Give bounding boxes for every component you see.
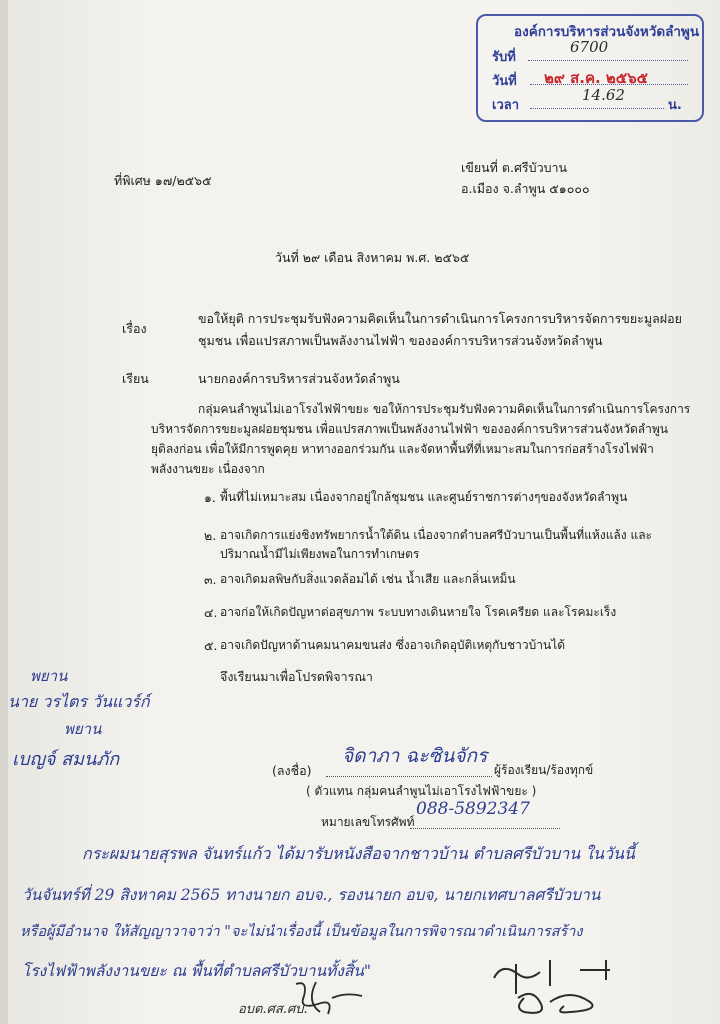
reason-1-number: ๑. [204, 490, 216, 505]
phone-label: หมายเลขโทรศัพท์ [321, 815, 415, 829]
reason-3-number: ๓. [204, 572, 217, 587]
phone-value: 088-5892347 [416, 799, 530, 819]
note-line-4: โรงไฟฟ้าพลังงานขยะ ณ พื้นที่ตำบลศรีบัวบานทั้งสิ้น" [22, 962, 372, 980]
sign-open: (ลงชื่อ) [272, 763, 312, 778]
recipient-value: นายกองค์การบริหารส่วนจังหวัดลำพูน [198, 371, 400, 386]
stamp-time-value: 14.62 [582, 86, 625, 104]
witness-2-label: พยาน [64, 720, 102, 738]
sender-address-line1: เขียนที่ ต.ศรีบัวบาน [461, 160, 568, 175]
stamp-org: องค์การบริหารส่วนจังหวัดลำพูน [514, 24, 700, 40]
sender-address-line2: อ.เมือง จ.ลำพูน ๕๑๐๐๐ [461, 181, 590, 196]
body-line1: กลุ่มคนลำพูนไม่เอาโรงไฟฟ้าขยะ ขอให้การประชุมรับฟังความคิดเห็นในการดำเนินการโครงการ [198, 402, 691, 416]
complainant-signature: จิดาภา ฉะซินจักร [342, 745, 488, 767]
reason-2-text-cont: ปริมาณน้ำมีไม่เพียงพอในการทำเกษตร [220, 547, 420, 561]
stamp-date-value: ๒๙ ส.ค. ๒๕๖๕ [544, 69, 649, 87]
reason-4-number: ๔. [204, 605, 218, 620]
body-line3: ยุติลงก่อน เพื่อให้มีการพูดคุย หาทางออกร่วมกัน และจัดหาพื้นที่ที่เหมาะสมในการก่อสร้างโรงไฟฟ้า [151, 442, 654, 456]
stamp-receive-label: รับที่ [492, 50, 516, 65]
reason-5-number: ๕. [204, 638, 218, 653]
reason-2-text: อาจเกิดการแย่งชิงทรัพยากรน้ำใต้ดิน เนื่องจากตำบลศรีบัวบานเป็นพื้นที่แห้งแล้ง และ [220, 528, 652, 542]
reason-1-text: พื้นที่ไม่เหมาะสม เนื่องจากอยู่ใกล้ชุมชน และศูนย์ราชการต่างๆของจังหวัดลำพูน [220, 490, 628, 504]
witness-1-name: นาย วรไตร วันแวร์ก์ [8, 692, 150, 711]
reason-5-text: อาจเกิดปัญหาด้านคมนาคมขนส่ง ซึ่งอาจเกิดอุบัติเหตุกับชาวบ้านได้ [220, 638, 566, 652]
note-line-2: วันจันทร์ที่ 29 สิงหาคม 2565 ทางนายก อบจ., รองนายก อบจ, นายกเทศบาลศรีบัวบาน [22, 886, 601, 904]
subject-line2: ชุมชน เพื่อแปรสภาพเป็นพลังงานไฟฟ้า ขององค์การบริหารส่วนจังหวัดลำพูน [198, 333, 603, 348]
document-date: วันที่ ๒๙ เดือน สิงหาคม พ.ศ. ๒๕๖๕ [275, 250, 470, 265]
stamp-time-unit: น. [668, 98, 682, 113]
stamp-date-label: วันที่ [492, 74, 517, 89]
body-line4: พลังงานขยะ เนื่องจาก [151, 462, 265, 476]
document-number: ที่พิเศษ ๑๗/๒๕๖๕ [114, 173, 212, 188]
body-line2: บริหารจัดการขยะมูลฝอยชุมชน เพื่อแปรสภาพเป็นพลังงานไฟฟ้า ขององค์การบริหารส่วนจังหวัดลำพูน [151, 422, 668, 436]
stamp-time-label: เวลา [492, 98, 520, 113]
representative-line: ( ตัวแทน กลุ่มคนลำพูนไม่เอาโรงไฟฟ้าขยะ ) [306, 784, 537, 798]
witness-1-label: พยาน [30, 667, 68, 685]
stamp-receive-number: 6700 [570, 38, 609, 56]
witness-2-name: เบญจ์ สมนภัก [12, 749, 120, 770]
reason-4-text: อาจก่อให้เกิดปัญหาต่อสุขภาพ ระบบทางเดินหายใจ โรคเครียด และโรคมะเร็ง [220, 605, 617, 619]
complainant-role: ผู้ร้องเรียน/ร้องทุกข์ [494, 763, 594, 777]
subject-label: เรื่อง [122, 321, 147, 336]
note-line-1: กระผมนายสุรพล จันทร์แก้ว ได้มารับหนังสือจากชาวบ้าน ตำบลศรีบัวบาน ในวันนี้ [82, 844, 635, 863]
reason-3-text: อาจเกิดมลพิษกับสิ่งแวดล้อมได้ เช่น น้ำเสีย และกลิ่นเหม็น [220, 572, 516, 586]
receipt-stamp [476, 14, 704, 122]
closing-text: จึงเรียนมาเพื่อโปรดพิจารณา [220, 669, 373, 684]
official-signature-right [480, 954, 650, 1020]
document-page [8, 0, 720, 1024]
recipient-label: เรียน [122, 371, 149, 386]
subject-line1: ขอให้ยุติ การประชุมรับฟังความคิดเห็นในการดำเนินการโครงการบริหารจัดการขยะมูลฝอย [198, 311, 682, 326]
note-line-3: หรือผู้มีอำนาจ ให้สัญญาวาจาว่า "จะไม่นำเรื่องนี้ เป็นข้อมูลในการพิจารณาดำเนินการสร้าง [20, 924, 583, 940]
reason-2-number: ๒. [204, 528, 217, 543]
official-signature-caption: อบต.ศส.ศบ. [238, 1002, 308, 1017]
